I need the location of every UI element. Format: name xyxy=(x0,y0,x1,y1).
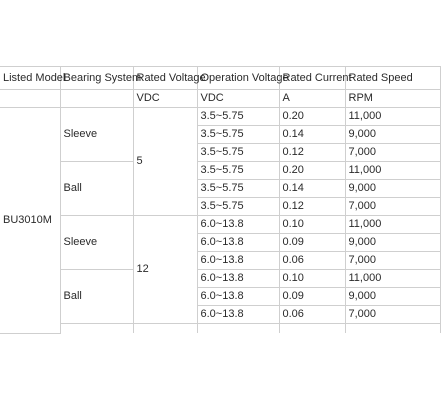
operation-voltage-cell: 3.5~5.75 xyxy=(197,108,279,126)
header-bearing-system: Bearing System xyxy=(60,67,133,90)
table-row-partial xyxy=(0,324,440,334)
rated-speed-cell: 7,000 xyxy=(345,306,440,324)
operation-voltage-cell: 6.0~13.8 xyxy=(197,252,279,270)
operation-voltage-cell: 6.0~13.8 xyxy=(197,306,279,324)
rated-current-cell: 0.14 xyxy=(279,126,345,144)
rated-current-cell: 0.14 xyxy=(279,180,345,198)
bearing-system-cell: Ball xyxy=(60,162,133,216)
empty-cell xyxy=(279,324,345,334)
table-row xyxy=(0,270,440,288)
operation-voltage-cell: 6.0~13.8 xyxy=(197,270,279,288)
rated-speed-cell: 9,000 xyxy=(345,288,440,306)
unit-cell-model xyxy=(0,90,60,108)
header-rated-voltage: Rated Voltage xyxy=(133,67,197,90)
rated-speed-cell: 9,000 xyxy=(345,234,440,252)
fan-spec-table xyxy=(0,66,441,334)
header-listed-model: Listed Model xyxy=(0,67,60,90)
units-row xyxy=(0,90,440,108)
empty-cell xyxy=(345,324,440,334)
spec-table-body xyxy=(0,67,440,334)
rated-current-cell: 0.12 xyxy=(279,198,345,216)
operation-voltage-cell: 3.5~5.75 xyxy=(197,162,279,180)
bearing-system-cell: Ball xyxy=(60,270,133,324)
model-cell: BU3010M xyxy=(0,108,60,334)
rated-current-cell: 0.06 xyxy=(279,306,345,324)
header-rated-current: Rated Current xyxy=(279,67,345,90)
rated-current-cell: 0.20 xyxy=(279,108,345,126)
rated-speed-cell: 11,000 xyxy=(345,162,440,180)
unit-rated-current: A xyxy=(279,90,345,108)
table-row xyxy=(0,108,440,126)
unit-operation-voltage: VDC xyxy=(197,90,279,108)
operation-voltage-cell: 3.5~5.75 xyxy=(197,180,279,198)
operation-voltage-cell: 6.0~13.8 xyxy=(197,288,279,306)
operation-voltage-cell: 3.5~5.75 xyxy=(197,144,279,162)
operation-voltage-cell: 3.5~5.75 xyxy=(197,126,279,144)
header-operation-voltage: Operation Voltage xyxy=(197,67,279,90)
rated-speed-cell: 7,000 xyxy=(345,198,440,216)
rated-voltage-cell: 12 xyxy=(133,216,197,324)
table-row xyxy=(0,216,440,234)
rated-speed-cell: 11,000 xyxy=(345,108,440,126)
table-row xyxy=(0,162,440,180)
operation-voltage-cell: 6.0~13.8 xyxy=(197,234,279,252)
bearing-system-cell: Sleeve xyxy=(60,108,133,162)
rated-voltage-cell: 5 xyxy=(133,108,197,216)
empty-cell xyxy=(197,324,279,334)
rated-current-cell: 0.20 xyxy=(279,162,345,180)
rated-speed-cell: 7,000 xyxy=(345,144,440,162)
unit-rated-voltage: VDC xyxy=(133,90,197,108)
header-row xyxy=(0,67,440,90)
rated-current-cell: 0.12 xyxy=(279,144,345,162)
header-rated-speed: Rated Speed xyxy=(345,67,440,90)
empty-cell xyxy=(133,324,197,334)
rated-current-cell: 0.09 xyxy=(279,234,345,252)
empty-cell xyxy=(60,324,133,334)
unit-cell-bearing xyxy=(60,90,133,108)
rated-current-cell: 0.09 xyxy=(279,288,345,306)
operation-voltage-cell: 3.5~5.75 xyxy=(197,198,279,216)
rated-speed-cell: 11,000 xyxy=(345,270,440,288)
rated-current-cell: 0.06 xyxy=(279,252,345,270)
rated-speed-cell: 9,000 xyxy=(345,126,440,144)
operation-voltage-cell: 6.0~13.8 xyxy=(197,216,279,234)
rated-current-cell: 0.10 xyxy=(279,216,345,234)
rated-current-cell: 0.10 xyxy=(279,270,345,288)
rated-speed-cell: 11,000 xyxy=(345,216,440,234)
bearing-system-cell: Sleeve xyxy=(60,216,133,270)
rated-speed-cell: 7,000 xyxy=(345,252,440,270)
rated-speed-cell: 9,000 xyxy=(345,180,440,198)
unit-rated-speed: RPM xyxy=(345,90,440,108)
